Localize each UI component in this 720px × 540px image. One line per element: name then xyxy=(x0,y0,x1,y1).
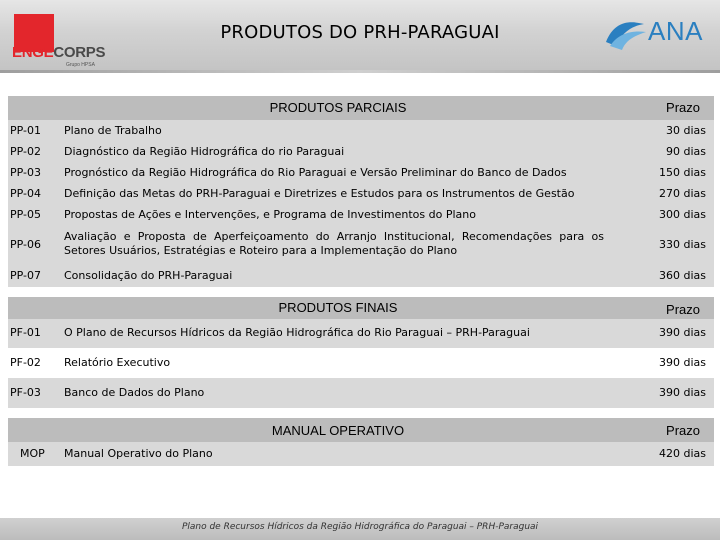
table-row xyxy=(8,442,714,466)
section-header-parciais xyxy=(8,96,714,120)
section-header-finais xyxy=(8,297,714,319)
product-deadline: 330 dias xyxy=(658,238,706,251)
ana-logo-text: ANA xyxy=(648,16,703,46)
product-code: PP-02 xyxy=(10,145,41,158)
product-code: MOP xyxy=(20,447,45,460)
product-description: Prognóstico da Região Hidrográfica do Rio Paraguai e Versão Preliminar do Banco de Dados xyxy=(64,166,567,179)
product-code: PP-04 xyxy=(10,187,41,200)
product-deadline: 390 dias xyxy=(658,386,706,399)
product-deadline: 390 dias xyxy=(658,356,706,369)
table-row xyxy=(8,265,714,287)
product-description: Definição das Metas do PRH-Paraguai e Diretrizes e Estudos para os Instrumentos de Gestão xyxy=(64,187,575,200)
product-description: O Plano de Recursos Hídricos da Região Hidrográfica do Rio Paraguai – PRH-Paraguai xyxy=(64,326,530,339)
header-divider xyxy=(0,70,720,73)
logo-word-enge: ENGE xyxy=(12,44,54,61)
product-code: PF-01 xyxy=(10,326,41,339)
logo-word-corps: CORPS xyxy=(53,44,106,61)
product-deadline: 30 dias xyxy=(665,124,706,137)
logo-subtitle: Grupo HPSA xyxy=(66,62,95,68)
product-description: Banco de Dados do Plano xyxy=(64,386,205,399)
prazo-header-parciais: Prazo xyxy=(666,100,700,115)
product-deadline: 150 dias xyxy=(658,166,706,179)
section-title-finais: PRODUTOS FINAIS xyxy=(278,300,398,315)
table-row xyxy=(8,120,714,141)
header-bar xyxy=(0,0,720,70)
product-code: PF-03 xyxy=(10,386,41,399)
table-row xyxy=(8,319,714,348)
section-header-manual xyxy=(8,418,714,442)
section-title-parciais: PRODUTOS PARCIAIS xyxy=(269,100,407,115)
table-row xyxy=(8,378,714,408)
table-row xyxy=(8,204,714,225)
footer-text: Plano de Recursos Hídricos da Região Hidrográfica do Paraguai – PRH-Paraguai xyxy=(181,522,539,532)
product-code: PF-02 xyxy=(10,356,41,369)
product-deadline: 90 dias xyxy=(665,145,706,158)
ana-wave-icon xyxy=(604,16,648,52)
prazo-header-finais: Prazo xyxy=(666,302,700,317)
product-deadline: 300 dias xyxy=(658,208,706,221)
product-description: Diagnóstico da Região Hidrográfica do rio Paraguai xyxy=(64,145,345,158)
product-description: Propostas de Ações e Intervenções, e Programa de Investimentos do Plano xyxy=(64,208,476,221)
table-row xyxy=(8,183,714,204)
table-row xyxy=(8,162,714,183)
product-deadline: 270 dias xyxy=(658,187,706,200)
product-code: PP-06 xyxy=(10,238,41,251)
product-deadline: 360 dias xyxy=(658,269,706,282)
product-code: PP-07 xyxy=(10,269,41,282)
page-title: PRODUTOS DO PRH-PARAGUAI xyxy=(220,22,500,43)
product-code: PP-05 xyxy=(10,208,41,221)
table-row xyxy=(8,348,714,378)
product-description: Manual Operativo do Plano xyxy=(64,447,213,460)
product-code: PP-03 xyxy=(10,166,41,179)
product-description: Consolidação do PRH-Paraguai xyxy=(64,269,233,282)
product-deadline: 390 dias xyxy=(658,326,706,339)
product-code: PP-01 xyxy=(10,124,41,137)
table-row xyxy=(8,141,714,162)
section-title-manual: MANUAL OPERATIVO xyxy=(271,423,405,438)
ana-logo xyxy=(604,14,714,54)
product-description: Relatório Executivo xyxy=(64,356,171,369)
product-deadline: 420 dias xyxy=(658,447,706,460)
product-description: Avaliação e Proposta de Aperfeiçoamento do Arranjo Institucional, Recomendações para os Setores Usuários, Estratégias e Roteiro para a Implementação do Plano xyxy=(64,230,604,257)
table-row xyxy=(8,225,714,265)
prazo-header-manual: Prazo xyxy=(666,423,700,438)
product-description: Plano de Trabalho xyxy=(64,124,162,137)
